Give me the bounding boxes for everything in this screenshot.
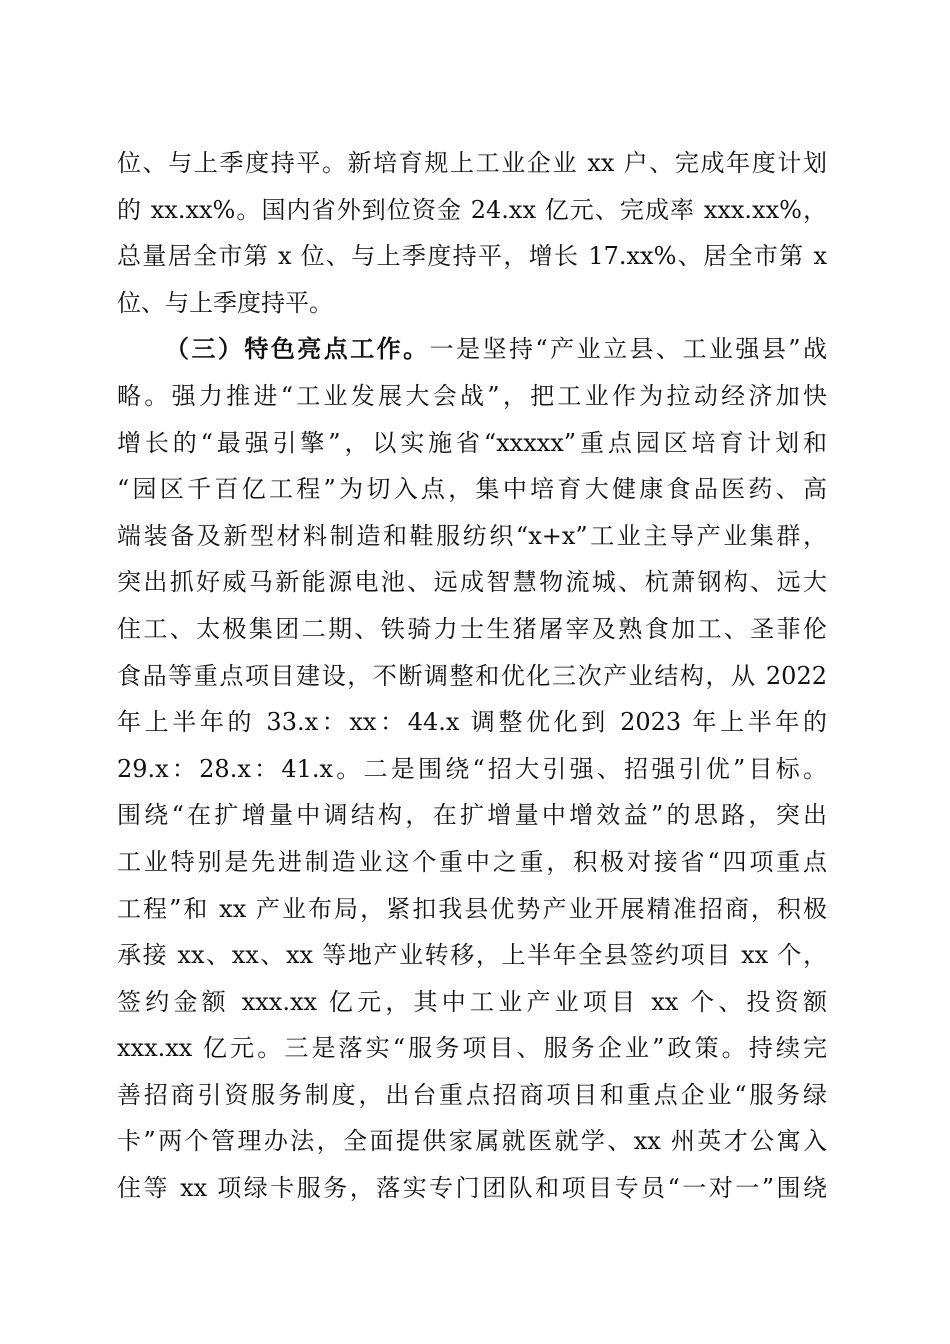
text-line: 位、与上季度持平。新培育规上工业企业 xx 户、完成年度计划 (117, 149, 827, 177)
text-line: 工程”和 xx 产业布局，紧扣我县优势产业开展精准招商，积极 (117, 894, 827, 923)
text-line: 签约金额 xxx.xx 亿元，其中工业产业项目 xx 个、投资额 (117, 987, 827, 1016)
text-line: 承接 xx、xx、xx 等地产业转移，上半年全县签约项目 xx 个， (117, 941, 827, 970)
text-line: 位、与上季度持平。 (117, 288, 333, 317)
text-line: 增长的“最强引擎”，以实施省“xxxxx”重点园区培育计划和 (117, 428, 827, 457)
document-body (117, 143, 827, 1215)
paragraph-1 (117, 143, 827, 323)
text-line: 住等 xx 项绿卡服务，落实专门团队和项目专员“一对一”围绕 (117, 1174, 827, 1203)
paragraph-first-line (117, 329, 827, 369)
text-line: 略。强力推进“工业发展大会战”，把工业作为拉动经济加快 (117, 381, 827, 410)
text-line: 总量居全市第 x 位、与上季度持平，增长 17.xx%、居全市第 x (117, 242, 827, 271)
text-line: 一是坚持“产业立县、工业强县”战 (429, 335, 827, 364)
text-line: 卡”两个管理办法，全面提供家属就医就学、xx 州英才公寓入 (117, 1127, 827, 1156)
text-line: “园区千百亿工程”为切入点，集中培育大健康食品医药、高 (117, 475, 827, 504)
text-line: 围绕“在扩增量中调结构，在扩增量中增效益”的思路，突出 (117, 801, 827, 830)
text-line: xxx.xx 亿元。三是落实“服务项目、服务企业”政策。持续完 (117, 1034, 827, 1063)
text-line: 住工、太极集团二期、铁骑力士生猪屠宰及熟食加工、圣菲伦 (117, 614, 827, 643)
text-line: 突出抓好威马新能源电池、远成智慧物流城、杭萧钢构、远大 (117, 568, 827, 597)
text-line: 善招商引资服务制度，出台重点招商项目和重点企业“服务绿 (117, 1080, 827, 1109)
text-line: 食品等重点项目建设，不断调整和优化三次产业结构，从 2022 (117, 661, 827, 690)
text-line: 的 xx.xx%。国内省外到位资金 24.xx 亿元、完成率 xxx.xx%， (117, 195, 827, 224)
text-line: 29.x：28.x：41.x。二是围绕“招大引强、招强引优”目标。 (117, 754, 827, 783)
text-line: 端装备及新型材料制造和鞋服纺织“x+x”工业主导产业集群， (117, 521, 827, 550)
text-line: 工业特别是先进制造业这个重中之重，积极对接省“四项重点 (117, 847, 827, 876)
text-line: 年上半年的 33.x：xx：44.x 调整优化到 2023 年上半年的 (117, 708, 827, 737)
paragraph-2 (117, 329, 827, 1208)
section-heading: （三）特色亮点工作。 (165, 334, 430, 364)
